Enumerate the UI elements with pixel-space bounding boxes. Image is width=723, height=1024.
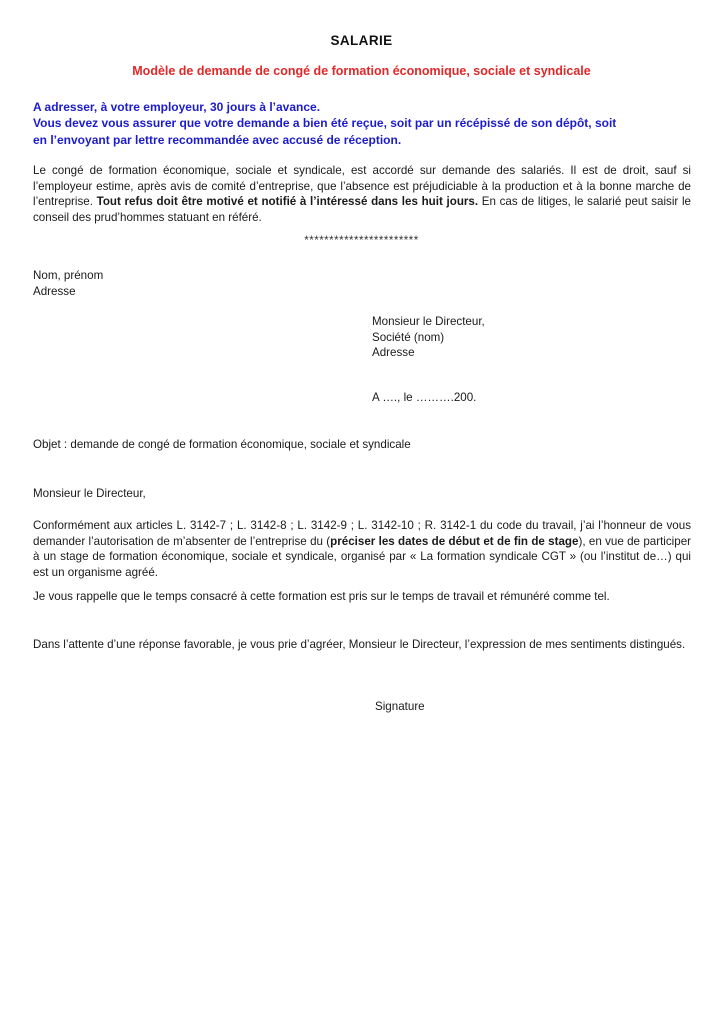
- notice-line-3: en l’envoyant par lettre recommandée avec accusé de réception.: [33, 132, 402, 147]
- body-paragraph-2: Je vous rappelle que le temps consacré à cette formation est pris sur le temps de travail et rémunéré comme tel.: [33, 590, 610, 603]
- body-p1-emphasis: préciser les dates de début et de fin de stage: [330, 534, 579, 548]
- body-p1-part-1: Conformément aux articles L. 3142-7 ; L. 3142-8 ; L. 3142-9 ; L. 3142-10 ; R. 3142-1 du code du travail, j’ai l’honneur de vous demander l’autorisation de m’absenter de l’entreprise du (: [33, 519, 691, 548]
- recipient-title-line: Monsieur le Directeur,: [372, 315, 485, 328]
- page-title: SALARIE: [330, 33, 393, 48]
- intro-text-part-2: En cas de litiges, le salarié peut saisir le conseil des prud’hommes statuant en référé.: [33, 195, 691, 224]
- notice-line-1: A adresser, à votre employeur, 30 jours à l’avance.: [33, 100, 321, 114]
- notice-block: [33, 99, 691, 148]
- section-separator: ***********************: [304, 235, 419, 247]
- salutation-line: Monsieur le Directeur,: [33, 487, 146, 500]
- document-subtitle: Modèle de demande de congé de formation économique, sociale et syndicale: [132, 64, 591, 78]
- intro-paragraph: [33, 163, 691, 225]
- recipient-address-block: [372, 314, 485, 361]
- body-p1-part-2: ), en vue de participer à un stage de formation économique, sociale et syndicale, organisé par « La formation syndicale CGT » (ou l’institut de…) qui est un organisme agréé.: [33, 534, 691, 579]
- intro-text-part-1: Le congé de formation économique, sociale et syndicale, est accordé sur demande des salariés. Il est de droit, sauf si l’employeur estime, après avis de comité d’entreprise, que l’absence est préjudiciable à la production et à la bonne marche de l’entreprise.: [33, 164, 691, 209]
- subject-line: Objet : demande de congé de formation économique, sociale et syndicale: [33, 438, 411, 451]
- recipient-address-line: Adresse: [372, 346, 415, 360]
- intro-emphasis: Tout refus doit être motivé et notifié à l’intéressé dans les huit jours.: [96, 195, 479, 209]
- sender-address-block: [33, 268, 103, 299]
- signature-label: Signature: [375, 700, 425, 713]
- body-paragraph-3: Dans l’attente d’une réponse favorable, je vous prie d’agréer, Monsieur le Directeur, l’expression de mes sentiments distingués.: [33, 638, 686, 651]
- body-paragraph-1: [33, 518, 691, 580]
- recipient-company-line: Société (nom): [372, 330, 445, 344]
- sender-name-line: Nom, prénom: [33, 269, 104, 282]
- sender-address-line: Adresse: [33, 284, 76, 298]
- notice-line-2: Vous devez vous assurer que votre demande a bien été reçue, soit par un récépissé de son dépôt, soit: [33, 116, 617, 131]
- date-line: A …., le ……….200.: [372, 391, 477, 404]
